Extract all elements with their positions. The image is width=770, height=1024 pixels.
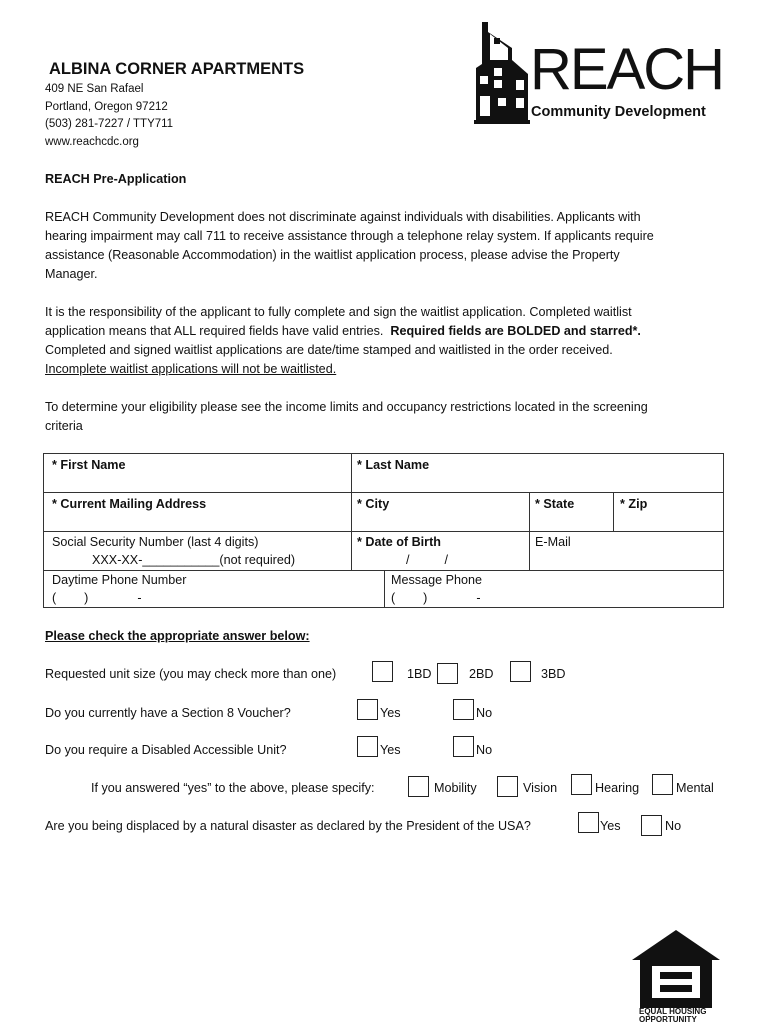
message-phone-format: ( ) - [391, 591, 481, 605]
vision-checkbox[interactable] [497, 776, 518, 797]
accessible-unit-question: Do you require a Disabled Accessible Unit? [45, 743, 287, 757]
incomplete-warning: Incomplete waitlist applications will not be waitlisted. [45, 362, 337, 376]
unit-2bd-label: 2BD [469, 667, 494, 681]
non-discrimination-paragraph [45, 208, 725, 284]
ssn-field-format[interactable]: XXX-XX-___________(not required) [92, 553, 296, 567]
paragraph-line: assistance (Reasonable Accommodation) in the waitlist application process, please advise the Property [45, 248, 620, 262]
state-field[interactable]: * State [535, 497, 575, 511]
equal-housing-logo [632, 930, 720, 1024]
hearing-checkbox[interactable] [571, 774, 592, 795]
vision-label: Vision [523, 781, 558, 795]
address-phone: (503) 281-7227 / TTY711 [45, 118, 174, 130]
mental-checkbox[interactable] [652, 774, 673, 795]
section8-question: Do you currently have a Section 8 Voucher? [45, 706, 291, 720]
form-heading: REACH Pre-Application [45, 172, 187, 186]
mobility-checkbox[interactable] [408, 776, 429, 797]
accessible-yes-label: Yes [380, 743, 401, 757]
address-city: Portland, Oregon 97212 [45, 100, 168, 113]
required-fields-note: Required fields are BOLDED and starred*. [390, 324, 641, 338]
paragraph-line [45, 322, 725, 341]
unit-size-question: Requested unit size (you may check more than one) [45, 667, 337, 681]
unit-1bd-label: 1BD [407, 667, 432, 681]
eligibility-paragraph [45, 398, 725, 436]
last-name-field[interactable]: * Last Name [357, 458, 430, 472]
paragraph-line: To determine your eligibility please see the income limits and occupancy restrictions located in the screening [45, 400, 648, 414]
date-of-birth-field[interactable]: * Date of Birth [357, 535, 441, 549]
mobility-label: Mobility [434, 781, 477, 795]
unit-3bd-checkbox[interactable] [510, 661, 531, 682]
check-heading: Please check the appropriate answer below: [45, 629, 310, 643]
address-website: www.reachcdc.org [45, 135, 139, 148]
accessible-yes-checkbox[interactable] [357, 736, 378, 757]
equal-housing-line2: OPPORTUNITY [639, 1015, 697, 1024]
paragraph-line: Completed and signed waitlist applications are date/time stamped and waitlisted in the order received. [45, 343, 613, 357]
accessible-no-checkbox[interactable] [453, 736, 474, 757]
hearing-label: Hearing [595, 781, 640, 795]
unit-2bd-checkbox[interactable] [437, 663, 458, 684]
logo-subtitle: Community Development [531, 104, 706, 120]
logo-wordmark: REACH [530, 37, 724, 102]
message-phone-field[interactable]: Message Phone [391, 573, 483, 587]
property-address [45, 81, 173, 151]
unit-3bd-label: 3BD [541, 667, 566, 681]
property-name: ALBINA CORNER APARTMENTS [49, 60, 305, 78]
email-field[interactable]: E-Mail [535, 535, 571, 549]
responsibility-paragraph [45, 303, 725, 379]
section8-yes-checkbox[interactable] [357, 699, 378, 720]
daytime-phone-format: ( ) - [52, 591, 142, 605]
date-of-birth-format: / / [406, 553, 448, 567]
daytime-phone-field[interactable]: Daytime Phone Number [52, 573, 187, 587]
paragraph-line: It is the responsibility of the applicant to fully complete and sign the waitlist application. Completed waitlist [45, 305, 632, 319]
paragraph-line: criteria [45, 419, 83, 433]
paragraph-line: REACH Community Development does not discriminate against individuals with disabilities. Applicants with [45, 210, 641, 224]
unit-1bd-checkbox[interactable] [372, 661, 393, 682]
applicant-info-table [43, 453, 724, 608]
mental-label: Mental [676, 781, 714, 795]
section8-yes-label: Yes [380, 706, 401, 720]
paragraph-text: application means that ALL required fields have valid entries. [45, 324, 391, 338]
paragraph-line: hearing impairment may call 711 to receive assistance through a telephone relay system. If applicants require [45, 229, 654, 243]
accessible-no-label: No [476, 743, 493, 757]
displaced-yes-checkbox[interactable] [578, 812, 599, 833]
ssn-field-label[interactable]: Social Security Number (last 4 digits) [52, 535, 259, 549]
first-name-field[interactable]: * First Name [52, 458, 126, 472]
address-street: 409 NE San Rafael [45, 83, 144, 95]
displaced-no-label: No [665, 819, 682, 833]
zip-field[interactable]: * Zip [620, 497, 648, 511]
displaced-yes-label: Yes [600, 819, 621, 833]
city-field[interactable]: * City [357, 497, 390, 511]
section8-no-checkbox[interactable] [453, 699, 474, 720]
specify-question: If you answered “yes” to the above, please specify: [91, 781, 375, 795]
displaced-question: Are you being displaced by a natural disaster as declared by the President of the USA? [45, 819, 531, 833]
mailing-address-field[interactable]: * Current Mailing Address [52, 497, 207, 511]
paragraph-line: Manager. [45, 267, 98, 281]
equal-housing-line1: EQUAL HOUSING [639, 1007, 707, 1016]
section8-no-label: No [476, 706, 493, 720]
displaced-no-checkbox[interactable] [641, 815, 662, 836]
equal-housing-house-icon [632, 930, 720, 1008]
